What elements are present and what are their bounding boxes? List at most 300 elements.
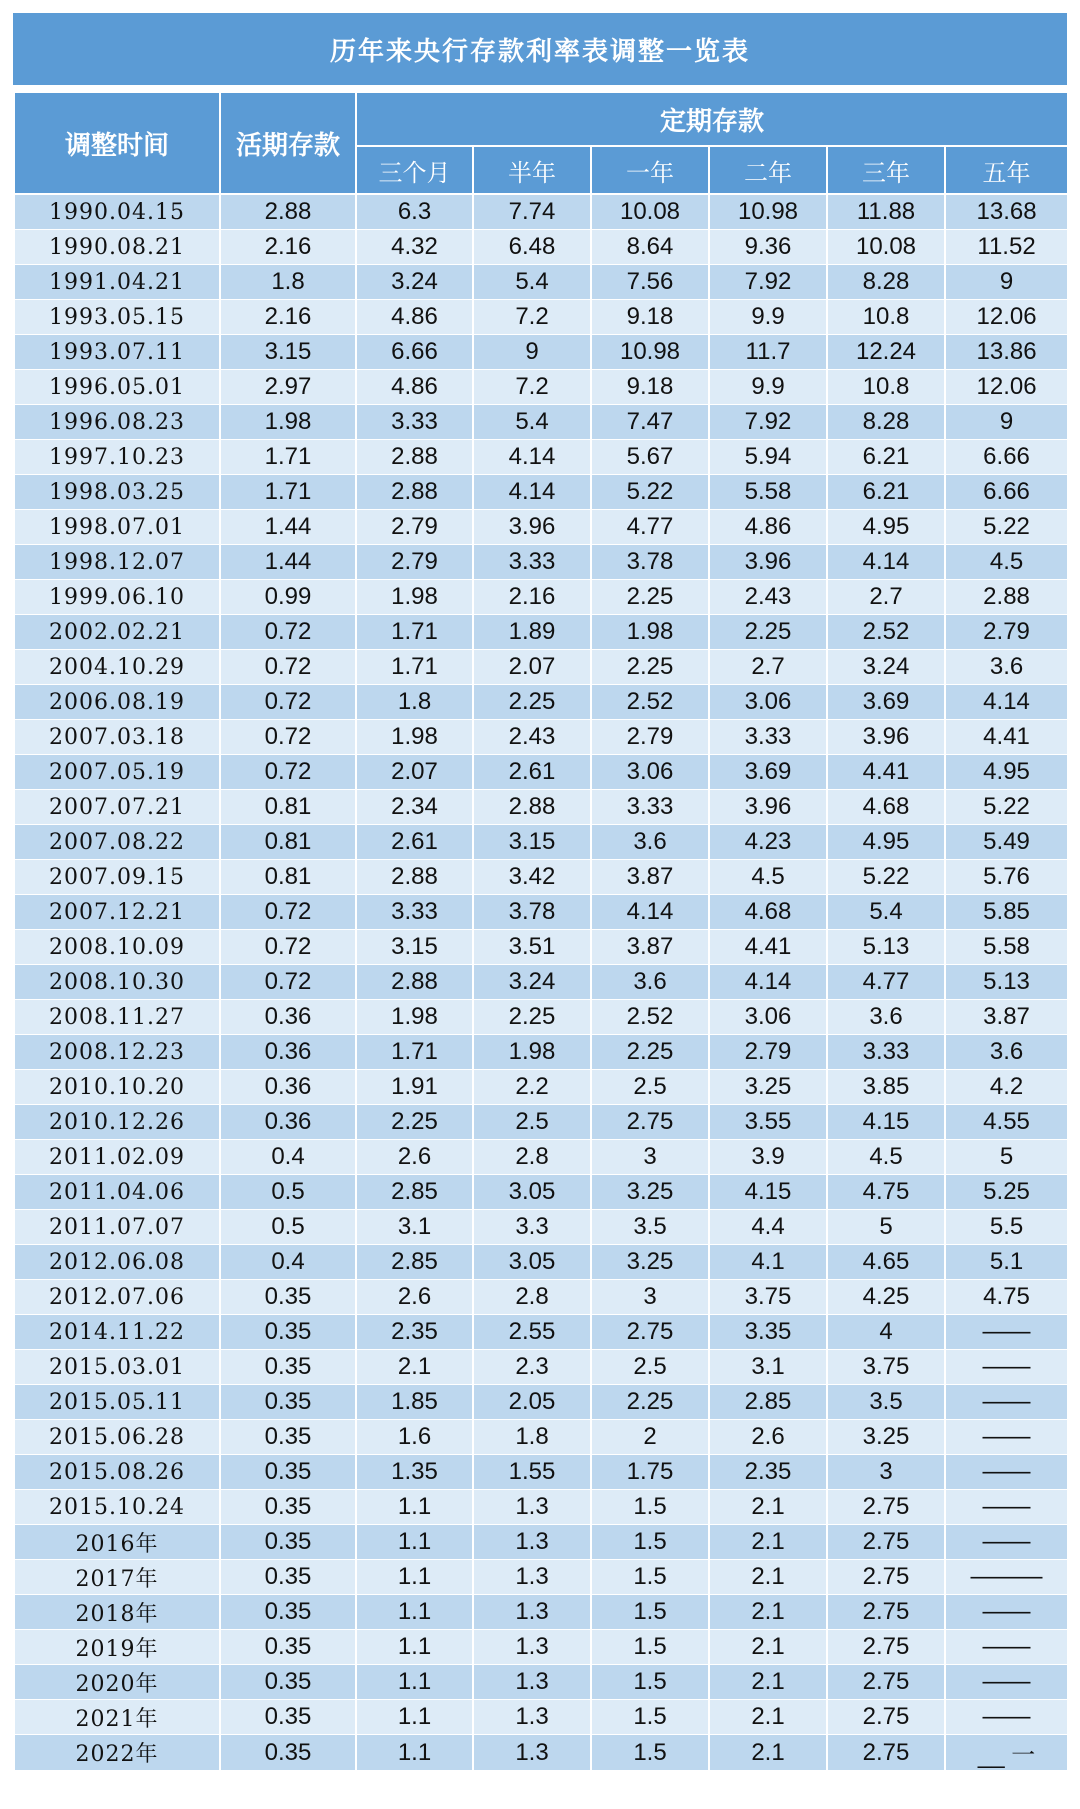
fixed-rate-cell: 2.79 — [356, 545, 473, 580]
fixed-rate-cell: 7.74 — [473, 194, 591, 230]
fixed-rate-cell: 5.22 — [945, 510, 1068, 545]
fixed-rate-cell: 2.75 — [827, 1595, 945, 1630]
table-row — [14, 1245, 1068, 1280]
fixed-rate-cell: 1.5 — [591, 1700, 709, 1735]
fixed-rate-cell: 1.5 — [591, 1630, 709, 1665]
date-cell: 2007.08.22 — [14, 825, 220, 860]
fixed-rate-cell: 4.75 — [827, 1175, 945, 1210]
fixed-rate-cell: 1.1 — [356, 1595, 473, 1630]
fixed-rate-cell: 3.75 — [827, 1350, 945, 1385]
date-cell: 1997.10.23 — [14, 440, 220, 475]
fixed-rate-cell: 12.06 — [945, 300, 1068, 335]
table-row — [14, 895, 1068, 930]
fixed-rate-cell: 2.1 — [709, 1490, 827, 1525]
date-cell: 2011.02.09 — [14, 1140, 220, 1175]
fixed-rate-cell: 3.35 — [709, 1315, 827, 1350]
date-cell: 1993.07.11 — [14, 335, 220, 370]
fixed-rate-cell: —— — [945, 1665, 1068, 1700]
demand-rate-cell: 0.35 — [220, 1595, 356, 1630]
fixed-rate-cell: 9.9 — [709, 300, 827, 335]
date-cell: 2021年 — [14, 1700, 220, 1735]
fixed-rate-cell: 1.1 — [356, 1490, 473, 1525]
table-row — [14, 1560, 1068, 1595]
fixed-rate-cell: 2.1 — [709, 1525, 827, 1560]
fixed-rate-cell: 4.5 — [827, 1140, 945, 1175]
fixed-rate-cell: 12.24 — [827, 335, 945, 370]
fixed-rate-cell: 1.3 — [473, 1735, 591, 1771]
fixed-rate-cell: 11.7 — [709, 335, 827, 370]
fixed-rate-cell: 9 — [945, 405, 1068, 440]
demand-rate-cell: 0.99 — [220, 580, 356, 615]
fixed-rate-cell: 1.75 — [591, 1455, 709, 1490]
fixed-rate-cell: 2.79 — [356, 510, 473, 545]
table-row — [14, 1700, 1068, 1735]
fixed-rate-cell: 1.8 — [356, 685, 473, 720]
fixed-rate-cell: 4.86 — [356, 370, 473, 405]
table-row — [14, 1455, 1068, 1490]
fixed-rate-cell: 7.92 — [709, 405, 827, 440]
fixed-rate-cell: 2.88 — [356, 440, 473, 475]
fixed-rate-cell: 3.25 — [591, 1175, 709, 1210]
demand-rate-cell: 0.81 — [220, 825, 356, 860]
fixed-rate-cell: 4.15 — [709, 1175, 827, 1210]
date-cell: 1998.07.01 — [14, 510, 220, 545]
demand-rate-cell: 1.8 — [220, 265, 356, 300]
fixed-rate-cell: 12.06 — [945, 370, 1068, 405]
table-row — [14, 930, 1068, 965]
fixed-rate-cell: 3.55 — [709, 1105, 827, 1140]
fixed-rate-cell: 2.61 — [473, 755, 591, 790]
fixed-rate-cell: 3.33 — [709, 720, 827, 755]
date-cell: 2007.05.19 — [14, 755, 220, 790]
rates-sheet — [13, 13, 1067, 1796]
demand-rate-cell: 0.35 — [220, 1420, 356, 1455]
fixed-rate-cell: 2.25 — [356, 1105, 473, 1140]
fixed-rate-cell: 4.2 — [945, 1070, 1068, 1105]
fixed-rate-cell: 6.66 — [945, 475, 1068, 510]
fixed-rate-cell: 1.5 — [591, 1490, 709, 1525]
table-row — [14, 825, 1068, 860]
fixed-rate-cell: 4.14 — [827, 545, 945, 580]
demand-rate-cell: 1.98 — [220, 405, 356, 440]
header-term: 半年 — [473, 146, 591, 194]
fixed-rate-cell: 2.79 — [709, 1035, 827, 1070]
date-cell: 1996.08.23 — [14, 405, 220, 440]
fixed-rate-cell: 3.6 — [945, 1035, 1068, 1070]
fixed-rate-cell: 2.75 — [591, 1315, 709, 1350]
date-cell: 1996.05.01 — [14, 370, 220, 405]
fixed-rate-cell: 2.1 — [356, 1350, 473, 1385]
fixed-rate-cell: 5.4 — [473, 265, 591, 300]
fixed-rate-cell: 6.21 — [827, 440, 945, 475]
fixed-rate-cell: 2.75 — [591, 1105, 709, 1140]
demand-rate-cell: 0.72 — [220, 650, 356, 685]
fixed-rate-cell: 5 — [945, 1140, 1068, 1175]
fixed-rate-cell: 2.25 — [709, 615, 827, 650]
table-row — [14, 1280, 1068, 1315]
table-row — [14, 1385, 1068, 1420]
fixed-rate-cell: 3.6 — [945, 650, 1068, 685]
fixed-rate-cell: 4.68 — [709, 895, 827, 930]
table-row — [14, 650, 1068, 685]
fixed-rate-cell: 3.96 — [473, 510, 591, 545]
fixed-rate-cell: 3.24 — [473, 965, 591, 1000]
fixed-rate-cell: 10.98 — [591, 335, 709, 370]
fixed-rate-cell: —— — [945, 1595, 1068, 1630]
date-cell: 2002.02.21 — [14, 615, 220, 650]
table-row — [14, 1035, 1068, 1070]
fixed-rate-cell: 7.47 — [591, 405, 709, 440]
fixed-rate-cell: 2.85 — [356, 1175, 473, 1210]
table-row — [14, 230, 1068, 265]
fixed-rate-cell: 4.25 — [827, 1280, 945, 1315]
demand-rate-cell: 3.15 — [220, 335, 356, 370]
fixed-rate-cell: 8.28 — [827, 265, 945, 300]
header-demand: 活期存款 — [220, 92, 356, 194]
table-row — [14, 1175, 1068, 1210]
date-cell: 2015.08.26 — [14, 1455, 220, 1490]
table-row — [14, 1070, 1068, 1105]
fixed-rate-cell: 4.14 — [473, 475, 591, 510]
fixed-rate-cell: 10.98 — [709, 194, 827, 230]
fixed-rate-cell: 4.14 — [945, 685, 1068, 720]
fixed-rate-cell: 3.78 — [473, 895, 591, 930]
demand-rate-cell: 0.4 — [220, 1245, 356, 1280]
fixed-rate-cell: 9.18 — [591, 300, 709, 335]
fixed-rate-cell: 1.6 — [356, 1420, 473, 1455]
fixed-rate-cell: 1.35 — [356, 1455, 473, 1490]
fixed-rate-cell: 6.48 — [473, 230, 591, 265]
fixed-rate-cell: 2.1 — [709, 1595, 827, 1630]
date-cell: 2008.11.27 — [14, 1000, 220, 1035]
fixed-rate-cell: 3.85 — [827, 1070, 945, 1105]
fixed-rate-cell: 1.91 — [356, 1070, 473, 1105]
fixed-rate-cell: 4.77 — [591, 510, 709, 545]
date-cell: 2004.10.29 — [14, 650, 220, 685]
demand-rate-cell: 0.72 — [220, 615, 356, 650]
date-cell: 2011.07.07 — [14, 1210, 220, 1245]
demand-rate-cell: 0.72 — [220, 965, 356, 1000]
fixed-rate-cell: 4.95 — [945, 755, 1068, 790]
fixed-rate-cell: 3.6 — [827, 1000, 945, 1035]
fixed-rate-cell: 5.13 — [945, 965, 1068, 1000]
fixed-rate-cell: 4.23 — [709, 825, 827, 860]
fixed-rate-cell: 2.25 — [591, 1385, 709, 1420]
fixed-rate-cell: 1.1 — [356, 1735, 473, 1771]
fixed-rate-cell: 2.75 — [827, 1525, 945, 1560]
fixed-rate-cell: 2.75 — [827, 1735, 945, 1771]
fixed-rate-cell: 2.7 — [827, 580, 945, 615]
table-row — [14, 1210, 1068, 1245]
fixed-rate-cell: 9.36 — [709, 230, 827, 265]
fixed-rate-cell: 3.33 — [356, 895, 473, 930]
fixed-rate-cell: 4.86 — [356, 300, 473, 335]
demand-rate-cell: 1.44 — [220, 545, 356, 580]
fixed-rate-cell: 2.25 — [591, 580, 709, 615]
date-cell: 2022年 — [14, 1735, 220, 1771]
fixed-rate-cell: 1.1 — [356, 1700, 473, 1735]
fixed-rate-cell: 1.8 — [473, 1420, 591, 1455]
fixed-rate-cell: 2.75 — [827, 1665, 945, 1700]
fixed-rate-cell: 5.22 — [591, 475, 709, 510]
fixed-rate-cell: 4.14 — [473, 440, 591, 475]
fixed-rate-cell: 1.5 — [591, 1525, 709, 1560]
fixed-rate-cell: 2.52 — [827, 615, 945, 650]
date-cell: 2015.10.24 — [14, 1490, 220, 1525]
demand-rate-cell: 2.16 — [220, 300, 356, 335]
fixed-rate-cell: 4.95 — [827, 825, 945, 860]
fixed-rate-cell: 1.71 — [356, 615, 473, 650]
fixed-rate-cell: 3.06 — [591, 755, 709, 790]
demand-rate-cell: 2.16 — [220, 230, 356, 265]
fixed-rate-cell: 7.92 — [709, 265, 827, 300]
fixed-rate-cell: 3.24 — [356, 265, 473, 300]
fixed-rate-cell: 2.43 — [709, 580, 827, 615]
fixed-rate-cell: 10.08 — [827, 230, 945, 265]
fixed-rate-cell: 1.1 — [356, 1665, 473, 1700]
fixed-rate-cell: 4.75 — [945, 1280, 1068, 1315]
date-cell: 1993.05.15 — [14, 300, 220, 335]
fixed-rate-cell: 9 — [473, 335, 591, 370]
fixed-rate-cell: 2.88 — [473, 790, 591, 825]
demand-rate-cell: 2.88 — [220, 194, 356, 230]
fixed-rate-cell: 2.5 — [473, 1105, 591, 1140]
fixed-rate-cell: 1.98 — [356, 1000, 473, 1035]
table-title: 历年来央行存款利率表调整一览表 — [13, 13, 1067, 88]
date-cell: 2008.10.09 — [14, 930, 220, 965]
date-cell: 2006.08.19 — [14, 685, 220, 720]
fixed-rate-cell: 2.55 — [473, 1315, 591, 1350]
demand-rate-cell: 0.36 — [220, 1035, 356, 1070]
fixed-rate-cell: 4.5 — [709, 860, 827, 895]
fixed-rate-cell: 2.25 — [591, 1035, 709, 1070]
fixed-rate-cell: 3.69 — [709, 755, 827, 790]
fixed-rate-cell: 5.5 — [945, 1210, 1068, 1245]
date-cell: 1990.08.21 — [14, 230, 220, 265]
table-row — [14, 545, 1068, 580]
fixed-rate-cell: 2.5 — [591, 1350, 709, 1385]
fixed-rate-cell: —— — [945, 1525, 1068, 1560]
fixed-rate-cell: 2.61 — [356, 825, 473, 860]
demand-rate-cell: 0.35 — [220, 1525, 356, 1560]
table-row — [14, 440, 1068, 475]
fixed-rate-cell: 1.1 — [356, 1560, 473, 1595]
date-cell: 1998.12.07 — [14, 545, 220, 580]
table-row — [14, 1350, 1068, 1385]
table-body — [14, 194, 1068, 1771]
fixed-rate-cell: 2.75 — [827, 1560, 945, 1595]
fixed-rate-cell: 2.88 — [945, 580, 1068, 615]
fixed-rate-cell: 2.1 — [709, 1630, 827, 1665]
fixed-rate-cell: 4.95 — [827, 510, 945, 545]
demand-rate-cell: 0.35 — [220, 1665, 356, 1700]
fixed-rate-cell: 2.75 — [827, 1490, 945, 1525]
fixed-rate-cell: 2.25 — [473, 685, 591, 720]
fixed-rate-cell: 3.15 — [473, 825, 591, 860]
fixed-rate-cell: 3 — [591, 1280, 709, 1315]
fixed-rate-cell: 5.22 — [945, 790, 1068, 825]
header-term: 三个月 — [356, 146, 473, 194]
demand-rate-cell: 0.5 — [220, 1175, 356, 1210]
fixed-rate-cell: 4.86 — [709, 510, 827, 545]
fixed-rate-cell: 5.25 — [945, 1175, 1068, 1210]
table-row — [14, 1315, 1068, 1350]
fixed-rate-cell: 2.35 — [709, 1455, 827, 1490]
fixed-rate-cell: 5.4 — [473, 405, 591, 440]
fixed-rate-cell: 2.07 — [356, 755, 473, 790]
fixed-rate-cell: 2.05 — [473, 1385, 591, 1420]
fixed-rate-cell: 4.32 — [356, 230, 473, 265]
fixed-rate-cell: 5.58 — [945, 930, 1068, 965]
demand-rate-cell: 0.35 — [220, 1280, 356, 1315]
fixed-rate-cell: 4.65 — [827, 1245, 945, 1280]
fixed-rate-cell: 4 — [827, 1315, 945, 1350]
fixed-rate-cell: 5.4 — [827, 895, 945, 930]
fixed-rate-cell: 6.66 — [945, 440, 1068, 475]
fixed-rate-cell: 1.98 — [356, 720, 473, 755]
demand-rate-cell: 0.72 — [220, 895, 356, 930]
fixed-rate-cell: 2 — [591, 1420, 709, 1455]
demand-rate-cell: 1.71 — [220, 440, 356, 475]
fixed-rate-cell: 10.8 — [827, 370, 945, 405]
date-cell: 2014.11.22 — [14, 1315, 220, 1350]
fixed-rate-cell: 2.25 — [591, 650, 709, 685]
demand-rate-cell: 0.72 — [220, 685, 356, 720]
fixed-rate-cell: __ 一 — [945, 1735, 1068, 1771]
fixed-rate-cell: 2.1 — [709, 1560, 827, 1595]
date-cell: 2010.10.20 — [14, 1070, 220, 1105]
fixed-rate-cell: 1.89 — [473, 615, 591, 650]
table-row — [14, 335, 1068, 370]
fixed-rate-cell: 3.78 — [591, 545, 709, 580]
fixed-rate-cell: 3.33 — [356, 405, 473, 440]
fixed-rate-cell: 3.25 — [827, 1420, 945, 1455]
fixed-rate-cell: 2.85 — [356, 1245, 473, 1280]
table-row — [14, 685, 1068, 720]
fixed-rate-cell: 3.33 — [827, 1035, 945, 1070]
fixed-rate-cell: 2.88 — [356, 860, 473, 895]
date-cell: 2008.10.30 — [14, 965, 220, 1000]
date-cell: 2019年 — [14, 1630, 220, 1665]
fixed-rate-cell: 2.88 — [356, 965, 473, 1000]
table-row — [14, 194, 1068, 230]
date-cell: 2010.12.26 — [14, 1105, 220, 1140]
table-row — [14, 1420, 1068, 1455]
fixed-rate-cell: 3.42 — [473, 860, 591, 895]
fixed-rate-cell: ——— — [945, 1560, 1068, 1595]
fixed-rate-cell: 3.6 — [591, 825, 709, 860]
header-term: 三年 — [827, 146, 945, 194]
date-cell: 2015.05.11 — [14, 1385, 220, 1420]
table-row — [14, 1105, 1068, 1140]
fixed-rate-cell: 2.3 — [473, 1350, 591, 1385]
fixed-rate-cell: 9 — [945, 265, 1068, 300]
fixed-rate-cell: 1.71 — [356, 650, 473, 685]
fixed-rate-cell: 2.8 — [473, 1140, 591, 1175]
fixed-rate-cell: 2.88 — [356, 475, 473, 510]
fixed-rate-cell: 2.16 — [473, 580, 591, 615]
demand-rate-cell: 0.81 — [220, 860, 356, 895]
fixed-rate-cell: 3.05 — [473, 1245, 591, 1280]
date-cell: 2016年 — [14, 1525, 220, 1560]
fixed-rate-cell: 7.56 — [591, 265, 709, 300]
fixed-rate-cell: 10.08 — [591, 194, 709, 230]
fixed-rate-cell: 3.33 — [591, 790, 709, 825]
date-cell: 2008.12.23 — [14, 1035, 220, 1070]
rates-table — [13, 91, 1069, 1771]
date-cell: 2007.07.21 — [14, 790, 220, 825]
demand-rate-cell: 1.71 — [220, 475, 356, 510]
date-cell: 2007.09.15 — [14, 860, 220, 895]
fixed-rate-cell: —— — [945, 1315, 1068, 1350]
fixed-rate-cell: 3.69 — [827, 685, 945, 720]
fixed-rate-cell: 1.71 — [356, 1035, 473, 1070]
fixed-rate-cell: 7.2 — [473, 300, 591, 335]
fixed-rate-cell: 5.76 — [945, 860, 1068, 895]
fixed-rate-cell: 2.1 — [709, 1665, 827, 1700]
fixed-rate-cell: 4.55 — [945, 1105, 1068, 1140]
header-term: 五年 — [945, 146, 1068, 194]
fixed-rate-cell: 3 — [591, 1140, 709, 1175]
fixed-rate-cell: 1.3 — [473, 1490, 591, 1525]
fixed-rate-cell: 5.67 — [591, 440, 709, 475]
fixed-rate-cell: 3.24 — [827, 650, 945, 685]
demand-rate-cell: 0.36 — [220, 1000, 356, 1035]
fixed-rate-cell: 1.98 — [473, 1035, 591, 1070]
fixed-rate-cell: 4.41 — [709, 930, 827, 965]
table-row — [14, 1000, 1068, 1035]
table-row — [14, 1595, 1068, 1630]
fixed-rate-cell: 11.88 — [827, 194, 945, 230]
fixed-rate-cell: 3.9 — [709, 1140, 827, 1175]
demand-rate-cell: 1.44 — [220, 510, 356, 545]
fixed-rate-cell: 2.7 — [709, 650, 827, 685]
fixed-rate-cell: 1.1 — [356, 1525, 473, 1560]
fixed-rate-cell: 2.79 — [591, 720, 709, 755]
fixed-rate-cell: 2.5 — [591, 1070, 709, 1105]
demand-rate-cell: 0.72 — [220, 720, 356, 755]
fixed-rate-cell: 11.52 — [945, 230, 1068, 265]
demand-rate-cell: 0.35 — [220, 1315, 356, 1350]
fixed-rate-cell: 1.98 — [356, 580, 473, 615]
fixed-rate-cell: 1.3 — [473, 1560, 591, 1595]
fixed-rate-cell: 2.6 — [356, 1280, 473, 1315]
fixed-rate-cell: 3.15 — [356, 930, 473, 965]
date-cell: 1990.04.15 — [14, 194, 220, 230]
fixed-rate-cell: —— — [945, 1630, 1068, 1665]
fixed-rate-cell: 1.55 — [473, 1455, 591, 1490]
date-cell: 2018年 — [14, 1595, 220, 1630]
table-row — [14, 580, 1068, 615]
fixed-rate-cell: 5.49 — [945, 825, 1068, 860]
table-row — [14, 1140, 1068, 1175]
table-row — [14, 1490, 1068, 1525]
fixed-rate-cell: 2.75 — [827, 1630, 945, 1665]
fixed-rate-cell: 3.3 — [473, 1210, 591, 1245]
fixed-rate-cell: 4.5 — [945, 545, 1068, 580]
date-cell: 2017年 — [14, 1560, 220, 1595]
fixed-rate-cell: 13.68 — [945, 194, 1068, 230]
date-cell: 1999.06.10 — [14, 580, 220, 615]
table-row — [14, 615, 1068, 650]
fixed-rate-cell: 3.25 — [709, 1070, 827, 1105]
fixed-rate-cell: 2.25 — [473, 1000, 591, 1035]
fixed-rate-cell: 2.79 — [945, 615, 1068, 650]
fixed-rate-cell: 3.33 — [473, 545, 591, 580]
fixed-rate-cell: 3.96 — [709, 790, 827, 825]
demand-rate-cell: 0.81 — [220, 790, 356, 825]
table-row — [14, 755, 1068, 790]
